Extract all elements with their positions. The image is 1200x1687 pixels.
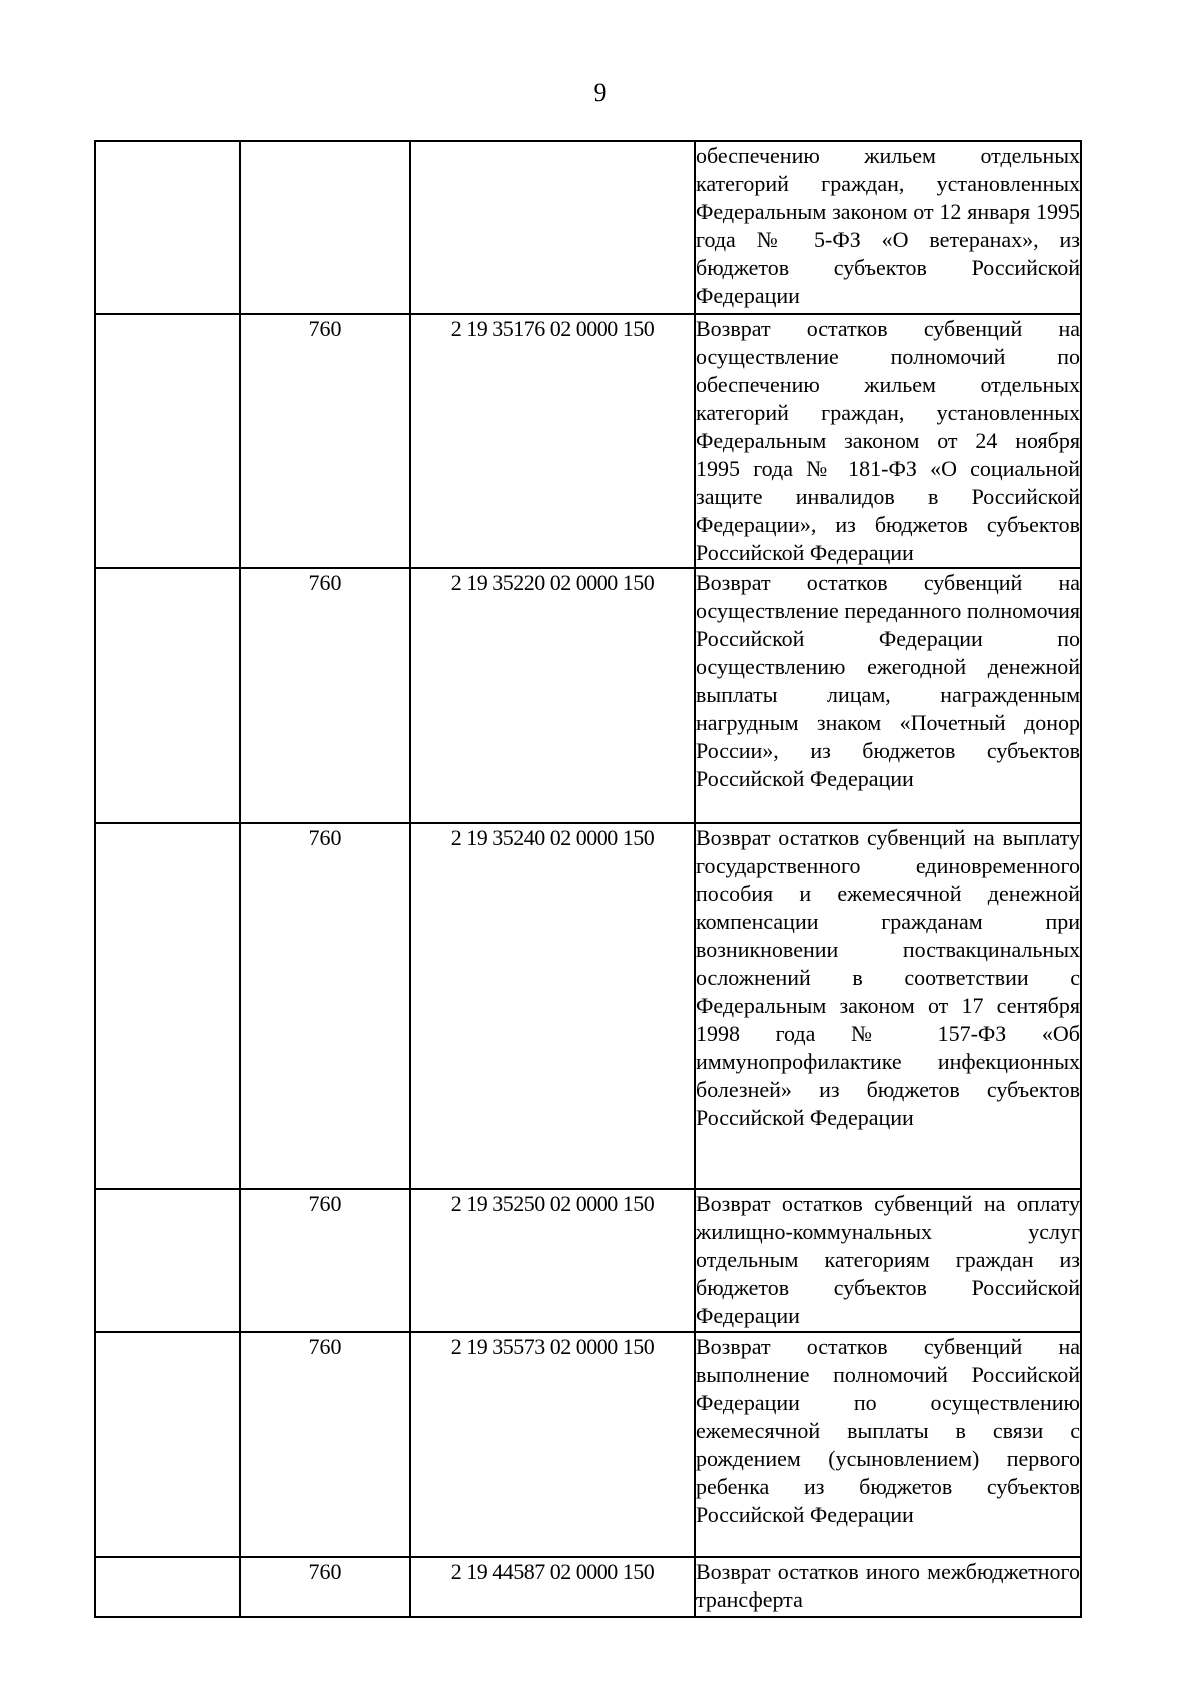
- table-row: [95, 1332, 1081, 1557]
- table-row: [95, 141, 1081, 314]
- table-row: [95, 314, 1081, 568]
- budget-code-cell: 2 19 35240 02 0000 150: [410, 823, 695, 1189]
- budget-code-cell: 2 19 35573 02 0000 150: [410, 1332, 695, 1557]
- description-cell: Возврат остатков субвенций на оплату жилищно-коммунальных услуг отдельным категориям граждан из бюджетов субъектов Российской Федерации: [695, 1189, 1081, 1332]
- budget-code-cell: 2 19 35220 02 0000 150: [410, 568, 695, 823]
- table-row: [95, 1557, 1081, 1617]
- admin-code-cell: 760: [240, 314, 410, 568]
- budget-code-cell: [410, 141, 695, 314]
- admin-code-cell: 760: [240, 1189, 410, 1332]
- admin-code-cell: 760: [240, 1557, 410, 1617]
- description-cell: Возврат остатков субвенций на выполнение полномочий Российской Федерации по осуществлению ежемесячной выплаты в связи с рождением (усыновлением) первого ребенка из бюджетов субъектов Российской Федерации: [695, 1332, 1081, 1557]
- table-row: [95, 568, 1081, 823]
- admin-code-cell: [240, 141, 410, 314]
- budget-classification-table: [94, 140, 1082, 1618]
- empty-cell: [95, 568, 240, 823]
- empty-cell: [95, 823, 240, 1189]
- empty-cell: [95, 1189, 240, 1332]
- description-cell: обеспечению жильем отдельных категорий граждан, установленных Федеральным законом от 12 января 1995 года № 5-ФЗ «О ветеранах», из бюджетов субъектов Российской Федерации: [695, 141, 1081, 314]
- description-cell: Возврат остатков субвенций на осуществление полномочий по обеспечению жильем отдельных категорий граждан, установленных Федеральным законом от 24 ноября 1995 года № 181-ФЗ «О социальной защите инвалидов в Российской Федерации», из бюджетов субъектов Российской Федерации: [695, 314, 1081, 568]
- description-cell: Возврат остатков субвенций на выплату государственного единовременного пособия и ежемесячной денежной компенсации гражданам при возникновении поствакцинальных осложнений в соответствии с Федеральным законом от 17 сентября 1998 года № 157-ФЗ «Об иммунопрофилактике инфекционных болезней» из бюджетов субъектов Российской Федерации: [695, 823, 1081, 1189]
- empty-cell: [95, 314, 240, 568]
- budget-code-cell: 2 19 35176 02 0000 150: [410, 314, 695, 568]
- table-row: [95, 1189, 1081, 1332]
- table-row: [95, 823, 1081, 1189]
- budget-code-cell: 2 19 35250 02 0000 150: [410, 1189, 695, 1332]
- description-cell: Возврат остатков иного межбюджетного трансферта: [695, 1557, 1081, 1617]
- empty-cell: [95, 141, 240, 314]
- admin-code-cell: 760: [240, 568, 410, 823]
- empty-cell: [95, 1332, 240, 1557]
- admin-code-cell: 760: [240, 1332, 410, 1557]
- admin-code-cell: 760: [240, 823, 410, 1189]
- empty-cell: [95, 1557, 240, 1617]
- budget-code-cell: 2 19 44587 02 0000 150: [410, 1557, 695, 1617]
- description-cell: Возврат остатков субвенций на осуществление переданного полномочия Российской Федерации по осуществлению ежегодной денежной выплаты лицам, награжденным нагрудным знаком «Почетный донор России», из бюджетов субъектов Российской Федерации: [695, 568, 1081, 823]
- page-number: 9: [593, 78, 607, 107]
